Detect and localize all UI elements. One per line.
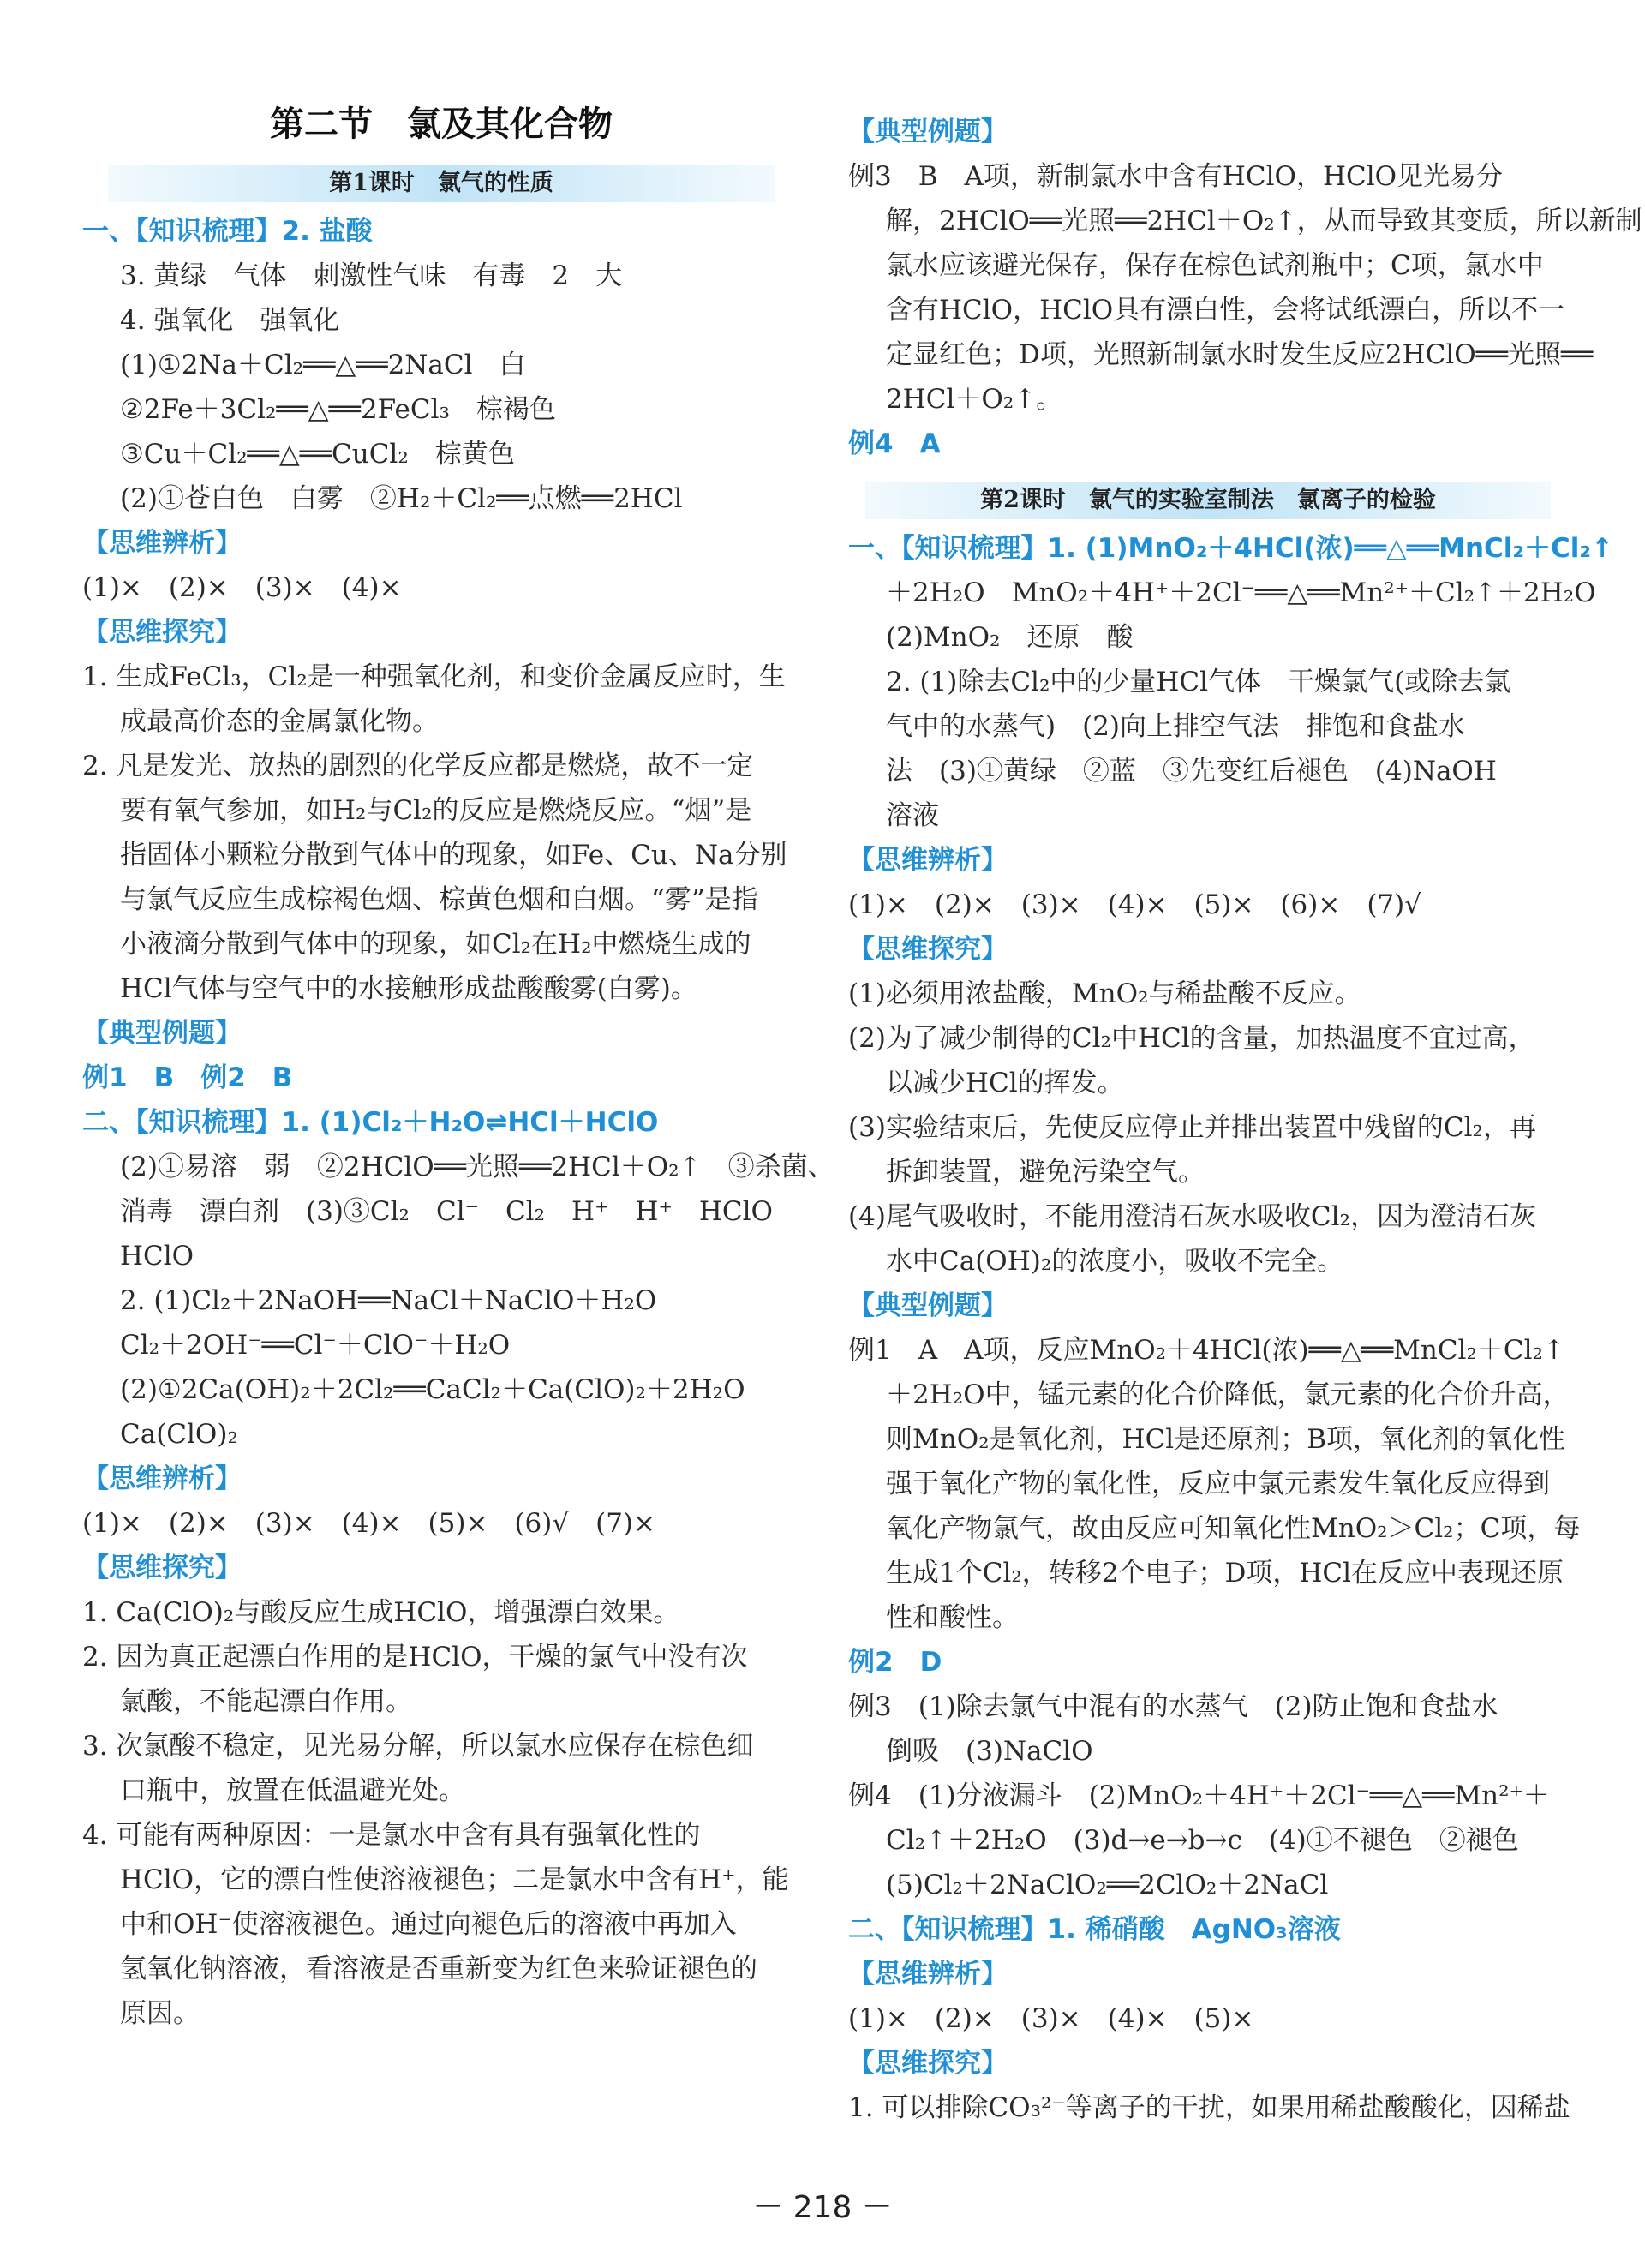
equation-line: ＋2H₂O MnO₂＋4H⁺＋2Cl⁻══△══Mn²⁺＋Cl₂↑＋2H₂O: [886, 577, 1596, 608]
text-line: 生成1个Cl₂，转移2个电子；D项，HCl在反应中表现还原: [886, 1558, 1564, 1589]
text-line: 小液滴分散到气体中的现象，如Cl₂在H₂中燃烧生成的: [120, 929, 751, 960]
text-line: 中和OH⁻使溶液褪色。通过向褪色后的溶液中再加入: [120, 1909, 737, 1940]
text-line: 4. 可能有两种原因：一是氯水中含有具有强氧化性的: [82, 1820, 701, 1851]
text-line: (3)实验结束后，先使反应停止并排出装置中残留的Cl₂，再: [848, 1112, 1536, 1143]
text-line: 定显红色；D项，光照新制氯水时发生反应2HClO══光照══: [886, 339, 1594, 370]
text-line: ＋2H₂O中，锰元素的化合价降低，氯元素的化合价升高，: [886, 1379, 1570, 1410]
text-line: 2. 凡是发光、放热的剧烈的化学反应都是燃烧，故不一定: [82, 751, 754, 781]
equation-line: (2)①苍白色 白雾 ②H₂＋Cl₂══点燃══2HCl: [120, 483, 683, 514]
equation-line: 2. (1)Cl₂＋2NaOH══NaCl＋NaClO＋H₂O: [120, 1285, 657, 1316]
example-answer: 例4 A: [848, 428, 941, 459]
text-line: (2)MnO₂ 还原 酸: [886, 622, 1134, 653]
text-line: 例3 B A项，新制氯水中含有HClO，HClO见光易分: [848, 161, 1504, 192]
text-line: 成最高价态的金属氯化物。: [120, 706, 439, 737]
text-line: (4)尾气吸收时，不能用澄清石灰水吸收Cl₂，因为澄清石灰: [848, 1201, 1536, 1232]
equation-line: ②2Fe＋3Cl₂══△══2FeCl₃ 棕褐色: [120, 394, 556, 425]
text-line: 4. 强氧化 强氧化: [120, 305, 340, 336]
section-heading: 【典型例题】: [848, 1290, 1008, 1321]
text-line: 解，2HClO══光照══2HCl＋O₂↑，从而导致其变质，所以新制: [886, 206, 1642, 236]
left-column: [82, 103, 834, 2036]
text-line: 气中的水蒸气) (2)向上排空气法 排饱和食盐水: [886, 711, 1466, 742]
section-heading: 【思维辨析】: [82, 528, 242, 559]
section-heading: 【典型例题】: [848, 117, 1008, 147]
text-line: (1)× (2)× (3)× (4)×: [82, 572, 402, 603]
section-heading: 【思维辨析】: [848, 1959, 1008, 1990]
text-line: 氢氧化钠溶液，看溶液是否重新变为红色来验证褪色的: [120, 1954, 757, 1984]
text-line: 氯水应该避光保存，保存在棕色试剂瓶中；C项，氯水中: [886, 250, 1544, 281]
text-line: 要有氧气参加，如H₂与Cl₂的反应是燃烧反应。“烟”是: [120, 795, 752, 826]
text-line: 3. 次氯酸不稳定，见光易分解，所以氯水应保存在棕色细: [82, 1731, 754, 1762]
lesson-banner-1: 第1课时 氯气的性质: [108, 165, 775, 202]
section-heading: 【思维探究】: [82, 1553, 242, 1583]
text-line: 2. (1)除去Cl₂中的少量HCl气体 干燥氯气(或除去氯: [886, 667, 1511, 697]
text-line: 则MnO₂是氧化剂，HCl是还原剂；B项，氧化剂的氧化性: [886, 1424, 1565, 1455]
text-line: 强于氧化产物的氧化性，反应中氯元素发生氧化反应得到: [886, 1469, 1550, 1499]
text-line: 1. 生成FeCl₃，Cl₂是一种强氧化剂，和变价金属反应时，生: [82, 661, 786, 692]
text-line: 例3 (1)除去氯气中混有的水蒸气 (2)防止饱和食盐水: [848, 1691, 1498, 1722]
text-line: (1)× (2)× (3)× (4)× (5)×: [848, 2003, 1254, 2034]
section-heading: 【典型例题】: [82, 1018, 242, 1049]
text-line: 水中Ca(OH)₂的浓度小，吸收不完全。: [886, 1246, 1344, 1277]
section-heading: 二、【知识梳理】1. 稀硝酸 AgNO₃溶液: [848, 1914, 1341, 1945]
text-line: Cl₂↑＋2H₂O (3)d→e→b→c (4)①不褪色 ②褪色: [886, 1825, 1519, 1856]
lesson-banner-2: 第2课时 氯气的实验室制法 氯离子的检验: [865, 482, 1551, 519]
text-line: 与氯气反应生成棕褐色烟、棕黄色烟和白烟。“雾”是指: [120, 884, 758, 915]
example-answers: 例1 B 例2 B: [82, 1062, 293, 1093]
text-line: 含有HClO，HClO具有漂白性，会将试纸漂白，所以不一: [886, 295, 1565, 326]
example-answer: 例2 D: [848, 1647, 942, 1678]
page-title: 第二节 氯及其化合物: [270, 105, 613, 144]
section-heading: 一、【知识梳理】1. (1)MnO₂＋4HCl(浓)══△══MnCl₂＋Cl₂↑: [848, 533, 1613, 564]
text-line: 1. 可以排除CO₃²⁻等离子的干扰，如果用稀盐酸酸化，因稀盐: [848, 2092, 1570, 2123]
text-line: 原因。: [120, 1998, 200, 2029]
text-line: 指固体小颗粒分散到气体中的现象，如Fe、Cu、Na分别: [120, 840, 787, 871]
section-heading: 【思维辨析】: [82, 1463, 242, 1494]
text-line: 氧化产物氯气，故由反应可知氧化性MnO₂＞Cl₂；C项，每: [886, 1513, 1581, 1544]
text-line: (2)为了减少制得的Cl₂中HCl的含量，加热温度不宜过高，: [848, 1023, 1535, 1054]
text-line: 例4 (1)分液漏斗 (2)MnO₂＋4H⁺＋2Cl⁻══△══Mn²⁺＋: [848, 1780, 1550, 1811]
equation-line: (2)①2Ca(OH)₂＋2Cl₂══CaCl₂＋Ca(ClO)₂＋2H₂O: [120, 1374, 745, 1405]
text-line: 倒吸 (3)NaClO: [886, 1736, 1093, 1767]
text-line: 消毒 漂白剂 (3)③Cl₂ Cl⁻ Cl₂ H⁺ H⁺ HClO: [120, 1196, 773, 1227]
text-line: HCl气体与空气中的水接触形成盐酸酸雾(白雾)。: [120, 973, 697, 1004]
section-heading: 【思维探究】: [848, 934, 1008, 965]
text-line: (1)× (2)× (3)× (4)× (5)× (6)× (7)√: [848, 889, 1421, 920]
text-line: 口瓶中，放置在低温避光处。: [120, 1775, 465, 1806]
text-line: 2HCl＋O₂↑。: [886, 384, 1063, 415]
text-line: (1)× (2)× (3)× (4)× (5)× (6)√ (7)×: [82, 1508, 655, 1539]
text-line: 拆卸装置，避免污染空气。: [886, 1157, 1205, 1188]
section-heading: 【思维辨析】: [848, 845, 1008, 876]
text-line: Ca(ClO)₂: [120, 1419, 238, 1450]
equation-line: Cl₂＋2OH⁻══Cl⁻＋ClO⁻＋H₂O: [120, 1330, 511, 1361]
section-heading: 【思维探究】: [848, 2048, 1008, 2079]
text-line: 以减少HCl的挥发。: [886, 1068, 1124, 1098]
text-line: HClO: [120, 1241, 194, 1272]
equation-line: ③Cu＋Cl₂══△══CuCl₂ 棕黄色: [120, 439, 515, 470]
text-line: 3. 黄绿 气体 刺激性气味 有毒 2 大: [120, 260, 623, 291]
text-line: 性和酸性。: [886, 1602, 1019, 1633]
right-column: [848, 110, 1642, 2130]
text-line: 1. Ca(ClO)₂与酸反应生成HClO，增强漂白效果。: [82, 1597, 680, 1628]
text-line: 例1 A A项，反应MnO₂＋4HCl(浓)══△══MnCl₂＋Cl₂↑: [848, 1335, 1565, 1366]
equation-line: (1)①2Na＋Cl₂══△══2NaCl 白: [120, 350, 526, 380]
text-line: (2)①易溶 弱 ②2HClO══光照══2HCl＋O₂↑ ③杀菌、: [120, 1152, 834, 1182]
section-heading: 二、【知识梳理】1. (1)Cl₂＋H₂O⇌HCl＋HClO: [82, 1107, 659, 1138]
page-number: － 218 －: [752, 2190, 893, 2225]
text-line: (1)必须用浓盐酸，MnO₂与稀盐酸不反应。: [848, 978, 1361, 1009]
section-heading: 一、【知识梳理】2. 盐酸: [82, 216, 373, 247]
equation-line: (5)Cl₂＋2NaClO₂══2ClO₂＋2NaCl: [886, 1870, 1329, 1900]
text-line: 溶液: [886, 800, 939, 831]
text-line: 2. 因为真正起漂白作用的是HClO，干燥的氯气中没有次: [82, 1642, 748, 1673]
text-line: HClO，它的漂白性使溶液褪色；二是氯水中含有H⁺，能: [120, 1864, 789, 1895]
section-heading: 【思维探究】: [82, 617, 242, 648]
text-line: 法 (3)①黄绿 ②蓝 ③先变红后褪色 (4)NaOH: [886, 756, 1497, 787]
text-line: 氯酸，不能起漂白作用。: [120, 1686, 412, 1717]
